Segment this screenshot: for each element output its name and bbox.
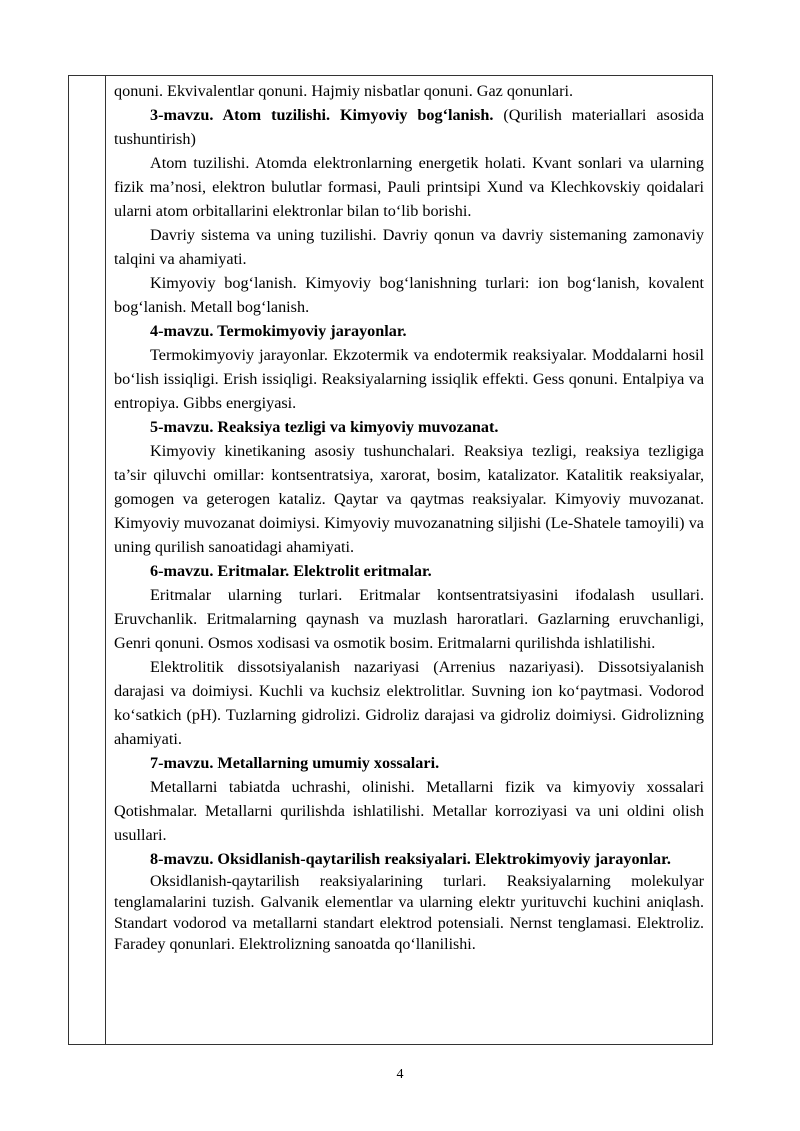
page-number: 4 xyxy=(396,1067,404,1082)
paragraph: Kimyoviy kinetikaning asosiy tushunchalari. Reaksiya tezligi, reaksiya tezligiga ta’sir qiluvchi omillar: kontsentratsiya, xarorat, bosim, katalizator. Katalitik reaksiyalar, gomogen va geterogen kataliz. Qaytar va qaytmas reaksiyalar. Kimyoviy muvozanat. Kimyoviy muvozanat doimiysi. Kimyoviy muvozanatning siljishi (Le-Shatele tamoyili) va uning qurilish sanoatidagi ahamiyati. xyxy=(114,442,704,556)
paragraph: Davriy sistema va uning tuzilishi. Davriy qonun va davriy sistemaning zamonaviy talqini va ahamiyati. xyxy=(114,226,704,268)
paragraph: Metallarni tabiatda uchrashi, olinishi. Metallarni fizik va kimyoviy xossalari Qotishmalar. Metallarni qurilishda ishlatilishi. Metallar korroziyasi va uni oldini olish usullari. xyxy=(114,778,704,844)
topic-4-heading: 4-mavzu. Termokimyoviy jarayonlar. xyxy=(150,322,407,340)
topic-6-heading: 6-mavzu. Eritmalar. Elektrolit eritmalar. xyxy=(150,562,432,580)
paragraph: Atom tuzilishi. Atomda elektronlarning energetik holati. Kvant sonlari va ularning fizik ma’nosi, elektron bulutlar formasi, Pauli printsipi Xund va Klechkovskiy qoidalari ularni atom orbitallarini elektronlar bilan to‘lib borishi. xyxy=(114,154,704,220)
paragraph: Termokimyoviy jarayonlar. Ekzotermik va endotermik reaksiyalar. Moddalarni hosil bo‘lish issiqligi. Erish issiqligi. Reaksiyalarning issiqlik effekti. Gess qonuni. Entalpiya va entropiya. Gibbs energiyasi. xyxy=(114,346,704,412)
paragraph: qonuni. Ekvivalentlar qonuni. Hajmiy nisbatlar qonuni. Gaz qonunlari. xyxy=(114,82,574,100)
content-table xyxy=(68,75,713,1045)
paragraph: Oksidlanish-qaytarilish reaksiyalarining turlari. Reaksiyalarning molekulyar tenglamalarini tuzish. Galvanik elementlar va ularning elektr yurituvchi kuchini aniqlash. Standart vodorod va metallarni standart elektrod potensiali. Nernst tenglamasi. Elektroliz. Faradey qonunlari. Elektrolizning sanoatda qo‘llanilishi. xyxy=(114,873,704,953)
paragraph: Eritmalar ularning turlari. Eritmalar kontsentratsiyasini ifodalash usullari. Eruvchanlik. Eritmalarning qaynash va muzlash haroratlari. Gazlarning eruvchanligi, Genri qonuni. Osmos xodisasi va osmotik bosim. Eritmalarni qurilishda ishlatilishi. xyxy=(114,586,704,652)
topic-8-heading: 8-mavzu. Oksidlanish-qaytarilish reaksiyalari. Elektrokimyoviy jarayonlar. xyxy=(150,850,671,868)
topic-3-heading: 3-mavzu. Atom tuzilishi. Kimyoviy bog‘lanish. (Qurilish materiallari asosida tushuntirish) xyxy=(114,106,705,148)
topic-7-heading: 7-mavzu. Metallarning umumiy xossalari. xyxy=(150,754,440,772)
paragraph: Kimyoviy bog‘lanish. Kimyoviy bog‘lanishning turlari: ion bog‘lanish, kovalent bog‘lanish. Metall bog‘lanish. xyxy=(114,274,704,316)
paragraph: Elektrolitik dissotsiyalanish nazariyasi (Arrenius nazariyasi). Dissotsiyalanish darajasi va doimiysi. Kuchli va kuchsiz elektrolitlar. Suvning ion ko‘paytmasi. Vodorod ko‘satkich (pH). Tuzlarning gidrolizi. Gidroliz darajasi va gidroliz doimiysi. Gidrolizning ahamiyati. xyxy=(114,658,704,748)
topic-5-heading: 5-mavzu. Reaksiya tezligi va kimyoviy muvozanat. xyxy=(150,418,499,436)
syllabus-content xyxy=(114,79,704,955)
left-column-cell xyxy=(69,76,106,1044)
